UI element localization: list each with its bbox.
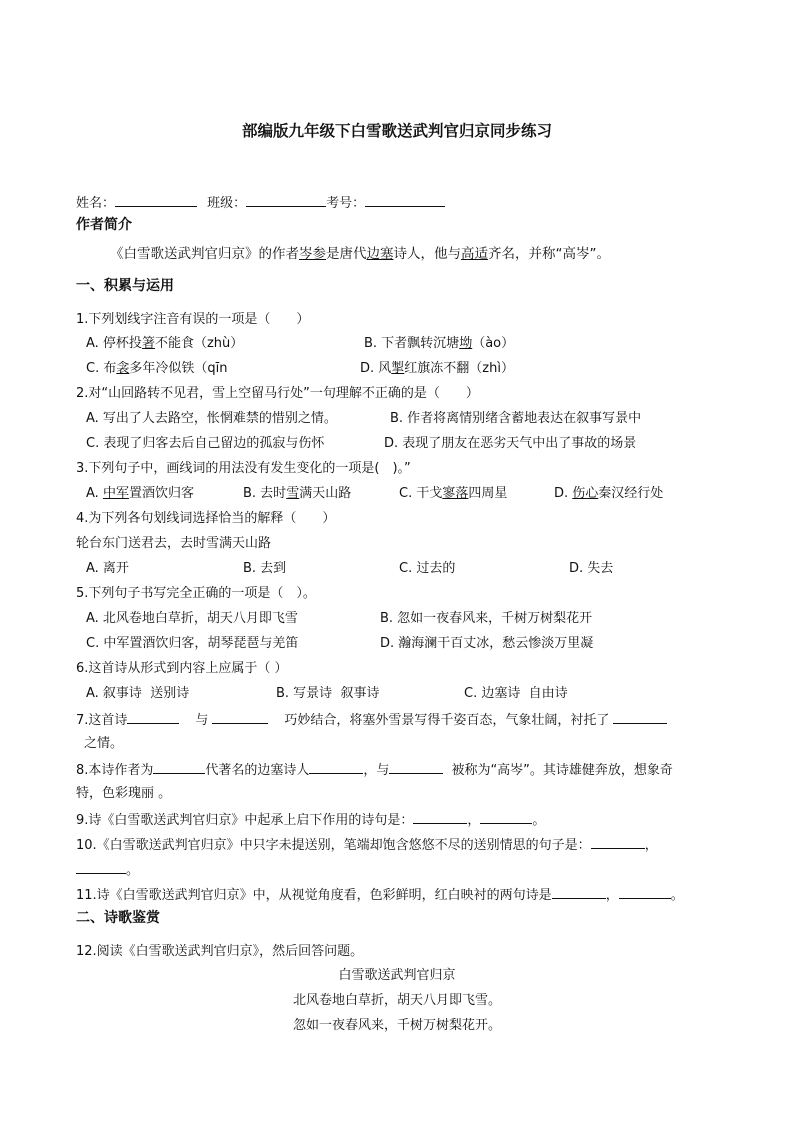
q4-option-d[interactable]: D. 失去	[569, 561, 614, 576]
author-intro	[110, 245, 610, 263]
q8-line1: 8.本诗作者为 代著名的边塞诗人 ，与 被称为“高岑”。其诗雄健奔放，想象奇	[76, 760, 673, 780]
q7-blank-2[interactable]	[212, 710, 268, 724]
exam-label: 考号：	[326, 196, 366, 211]
section1-heading: 一、积累与运用	[76, 278, 174, 294]
q9-blank-1[interactable]	[413, 810, 467, 824]
q11-blank-2[interactable]	[619, 885, 671, 899]
q11-blank-1[interactable]	[552, 885, 606, 899]
q5-option-c[interactable]: C. 中军置酒饮归客，胡琴琵琶与羌笛	[86, 636, 299, 651]
q7-line1: 7.这首诗 与 巧妙结合，将塞外雪景写得千姿百态，气象壮阔，衬托了	[76, 710, 667, 730]
q4-option-c[interactable]: C. 过去的	[399, 561, 456, 576]
q2-option-c[interactable]: C. 表现了归客去后自己留边的孤寂与伤怀	[86, 436, 325, 451]
q6-stem: 6.这首诗从形式到内容上应属于（ ）	[76, 661, 288, 676]
q3-option-b[interactable]: B. 去时雪满天山路	[243, 486, 352, 501]
author-peer: 高适	[461, 246, 488, 262]
class-label: 班级：	[207, 196, 247, 211]
q7-line2: 之情。	[84, 736, 124, 751]
author-genre: 边塞	[366, 246, 394, 262]
poem-line-2: 忽如一夜春风来，千树万树梨花开。	[292, 1018, 501, 1033]
q9-blank-2[interactable]	[480, 810, 532, 824]
author-text-1: 《白雪歌送武判官归京》的作者	[110, 246, 299, 262]
author-heading: 作者简介	[76, 217, 132, 233]
name-label: 姓名：	[76, 196, 116, 211]
section2-heading: 二、诗歌鉴赏	[76, 910, 160, 926]
page-title: 部编版九年级下白雪歌送武判官归京同步练习	[241, 122, 552, 140]
q5-option-a[interactable]: A. 北风卷地白草折，胡天八月即飞雪	[86, 611, 298, 626]
q1-stem: 1.下列划线字注音有误的一项是（ ）	[76, 312, 310, 327]
student-info-row	[76, 193, 445, 213]
q1-option-a[interactable]: A. 停杯投箸不能食（zhù）	[86, 336, 244, 351]
class-blank[interactable]	[246, 193, 326, 207]
q2-option-a[interactable]: A. 写出了人去路空，怅惘难禁的惜别之情。	[86, 411, 337, 426]
q1-option-b[interactable]: B. 下者飘转沉塘坳（ào）	[364, 336, 515, 351]
q9: 9.诗《白雪歌送武判官归京》中起承上启下作用的诗句是： ， 。	[76, 810, 545, 830]
exam-blank[interactable]	[365, 193, 445, 207]
q8-line2: 特，色彩瑰丽 。	[76, 786, 172, 801]
q10-blank-1[interactable]	[591, 835, 645, 849]
author-text-4: 齐名，并称“高岑”。	[488, 246, 610, 262]
poem-line-1: 北风卷地白草折，胡天八月即飞雪。	[292, 993, 501, 1008]
q5-stem: 5.下列句子书写完全正确的一项是（ ）。	[76, 586, 316, 601]
q7-blank-3[interactable]	[613, 710, 667, 724]
q6-option-c[interactable]: C. 边塞诗 自由诗	[464, 686, 568, 701]
q8-blank-2[interactable]	[309, 760, 363, 774]
q11: 11.诗《白雪歌送武判官归京》中，从视觉角度看，色彩鲜明，红白映衬的两句诗是 ， 。	[76, 885, 684, 905]
q5-option-d[interactable]: D. 瀚海澜干百丈冰，愁云惨淡万里凝	[380, 636, 594, 651]
q2-option-d[interactable]: D. 表现了朋友在恶劣天气中出了事故的场景	[384, 436, 637, 451]
q10-line1: 10.《白雪歌送武判官归京》中只字未提送别，笔端却饱含悠悠不尽的送别情思的句子是： ，	[76, 835, 658, 855]
q3-stem: 3.下列句子中，画线词的用法没有发生变化的一项是( )。”	[76, 461, 411, 476]
q10-line2: 。	[76, 860, 139, 880]
q8-blank-3[interactable]	[389, 760, 443, 774]
q3-option-d[interactable]: D. 伤心秦汉经行处	[554, 486, 664, 501]
q7-blank-1[interactable]	[127, 710, 179, 724]
q1-option-d[interactable]: D. 风掣红旗冻不翻（zhì）	[360, 361, 514, 376]
q3-option-a[interactable]: A. 中军置酒饮归客	[86, 486, 194, 501]
q1-option-c[interactable]: C. 布衾多年冷似铁（qīn	[86, 361, 228, 376]
q4-line: 轮台东门送君去，去时雪满天山路	[76, 536, 272, 551]
q4-option-b[interactable]: B. 去到	[243, 561, 287, 576]
q12-stem: 12.阅读《白雪歌送武判官归京》，然后回答问题。	[76, 944, 364, 959]
q5-option-b[interactable]: B. 忽如一夜春风来，千树万树梨花开	[380, 611, 593, 626]
q3-option-c[interactable]: C. 干戈寥落四周星	[399, 486, 508, 501]
name-blank[interactable]	[115, 193, 197, 207]
q6-option-a[interactable]: A. 叙事诗 送别诗	[86, 686, 190, 701]
author-text-3: 诗人，他与	[393, 246, 461, 262]
q2-stem: 2.对“山回路转不见君，雪上空留马行处”一句理解不正确的是（ ）	[76, 386, 479, 401]
author-name: 岑参	[299, 246, 326, 262]
poem-title: 白雪歌送武判官归京	[338, 968, 456, 983]
author-text-2: 是唐代	[326, 246, 367, 262]
q6-option-b[interactable]: B. 写景诗 叙事诗	[276, 686, 380, 701]
q8-blank-1[interactable]	[153, 760, 205, 774]
q4-stem: 4.为下列各句划线词选择恰当的解释（ ）	[76, 511, 336, 526]
q10-blank-2[interactable]	[76, 860, 126, 874]
q4-option-a[interactable]: A. 离开	[86, 561, 129, 576]
q2-option-b[interactable]: B. 作者将离情别绪含蓄地表达在叙事写景中	[390, 411, 642, 426]
